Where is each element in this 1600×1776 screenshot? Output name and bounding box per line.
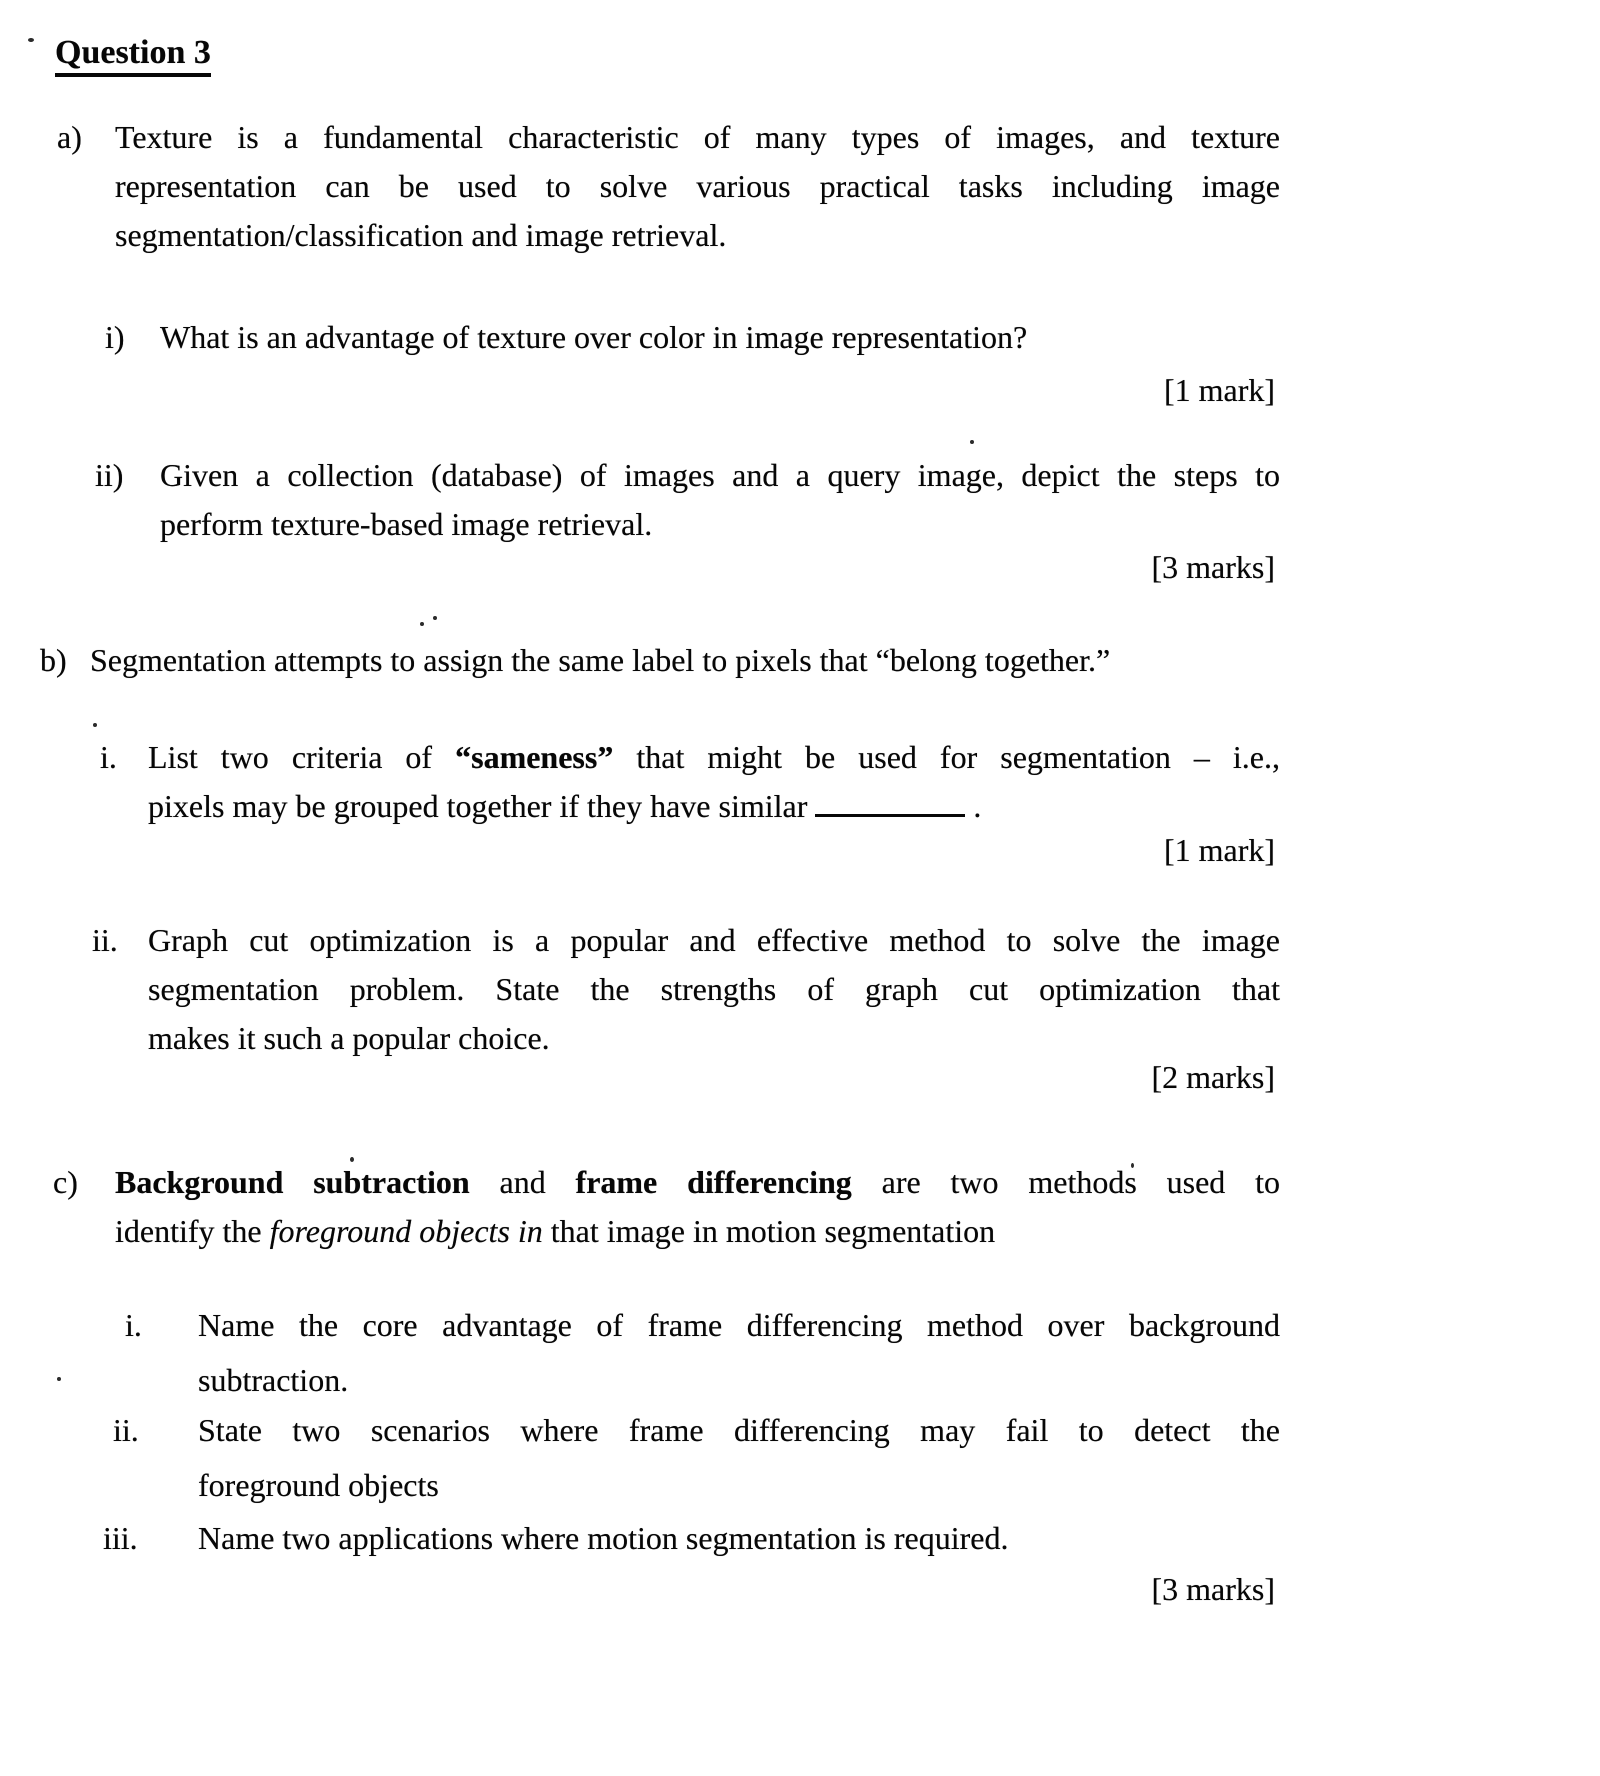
section-b-i-label: i. — [100, 739, 117, 775]
section-a-line-3: segmentation/classification and image retrieval. — [115, 217, 727, 253]
section-a-line-2: representation can be used to solve various practical tasks including image — [115, 168, 1280, 204]
section-b-ii — [92, 916, 1280, 1063]
b-i-text-pre: List two criteria of — [148, 739, 456, 775]
question-heading-block — [55, 28, 211, 77]
section-c-line-2 — [115, 1207, 1280, 1256]
section-c — [53, 1158, 1281, 1256]
section-c-iii — [103, 1511, 1280, 1566]
c-bold-background-subtraction: Background subtraction — [115, 1164, 470, 1200]
section-b-intro: Segmentation attempts to assign the same label to pixels that “belong together.” — [90, 642, 1111, 678]
section-c-i-label: i. — [125, 1307, 142, 1343]
section-b-ii-label: ii. — [92, 922, 118, 958]
c-mid-and: and — [469, 1164, 576, 1200]
section-a-ii-line-2: perform texture-based image retrieval. — [160, 506, 653, 542]
question-title: Question 3 — [55, 34, 211, 77]
scan-speck — [420, 622, 424, 626]
section-a-label: a) — [57, 119, 82, 155]
c-line2-post: that image in motion segmentation — [542, 1213, 996, 1249]
section-c-ii-line-1: State two scenarios where frame differencing may fail to detect the — [198, 1412, 1280, 1448]
section-c-iii-label: iii. — [103, 1520, 138, 1556]
section-b-i-line-2 — [148, 782, 1280, 831]
c-italic-foreground-objects: foreground objects in — [269, 1213, 543, 1249]
section-c-i-line-2: subtraction. — [198, 1362, 349, 1398]
section-a-ii — [95, 451, 1280, 549]
b-i-line2-post: . — [965, 788, 982, 824]
section-a-i-line: What is an advantage of texture over color in image representation? — [160, 319, 1028, 355]
section-b-ii-line-2: segmentation problem. State the strengths of graph cut optimization that — [148, 971, 1280, 1007]
section-b-ii-line-1: Graph cut optimization is a popular and effective method to solve the image — [148, 922, 1280, 958]
marks-b-i: [1 mark] — [1163, 832, 1275, 868]
scan-speck — [93, 723, 97, 727]
section-c-ii — [113, 1403, 1280, 1513]
c-line2-pre: identify the — [115, 1213, 270, 1249]
section-c-ii-label: ii. — [113, 1412, 139, 1448]
marks-a-ii: [3 marks] — [1151, 549, 1275, 585]
section-b-label: b) — [40, 642, 67, 678]
section-c-i — [125, 1298, 1280, 1408]
section-b-i-line-1 — [148, 733, 1280, 782]
section-a-ii-label: ii) — [95, 457, 124, 493]
c-line1-post: are two methods used to — [851, 1164, 1281, 1200]
answer-blank — [815, 786, 965, 817]
b-i-text-post: that might be used for segmentation – i.e., — [613, 739, 1281, 775]
section-a-line-1: Texture is a fundamental characteristic of many types of images, and texture — [115, 119, 1280, 155]
scan-speck — [28, 38, 34, 42]
marks-b-ii: [2 marks] — [1151, 1059, 1275, 1095]
section-b — [40, 636, 1280, 685]
section-a-i — [105, 313, 1280, 362]
section-c-ii-line-2: foreground objects — [198, 1467, 439, 1503]
c-bold-frame-differencing: frame differencing — [575, 1164, 852, 1200]
section-c-iii-line: Name two applications where motion segmentation is required. — [198, 1520, 1009, 1556]
marks-a-i: [1 mark] — [1163, 372, 1275, 408]
section-c-i-line-1: Name the core advantage of frame differencing method over background — [198, 1307, 1280, 1343]
section-c-line-1 — [115, 1158, 1280, 1207]
section-b-i — [100, 733, 1281, 831]
b-i-line2-pre: pixels may be grouped together if they have similar — [148, 788, 816, 824]
scan-speck — [433, 616, 437, 620]
scan-speck — [57, 1377, 61, 1381]
section-a-ii-line-1: Given a collection (database) of images and a query image, depict the steps to — [160, 457, 1280, 493]
b-i-text-bold: “sameness” — [455, 739, 614, 775]
marks-c: [3 marks] — [1151, 1571, 1275, 1607]
scan-speck — [970, 440, 974, 444]
section-c-label: c) — [53, 1164, 78, 1200]
section-b-ii-line-3: makes it such a popular choice. — [148, 1020, 550, 1056]
section-a-i-label: i) — [105, 319, 125, 355]
section-a — [57, 113, 1280, 260]
